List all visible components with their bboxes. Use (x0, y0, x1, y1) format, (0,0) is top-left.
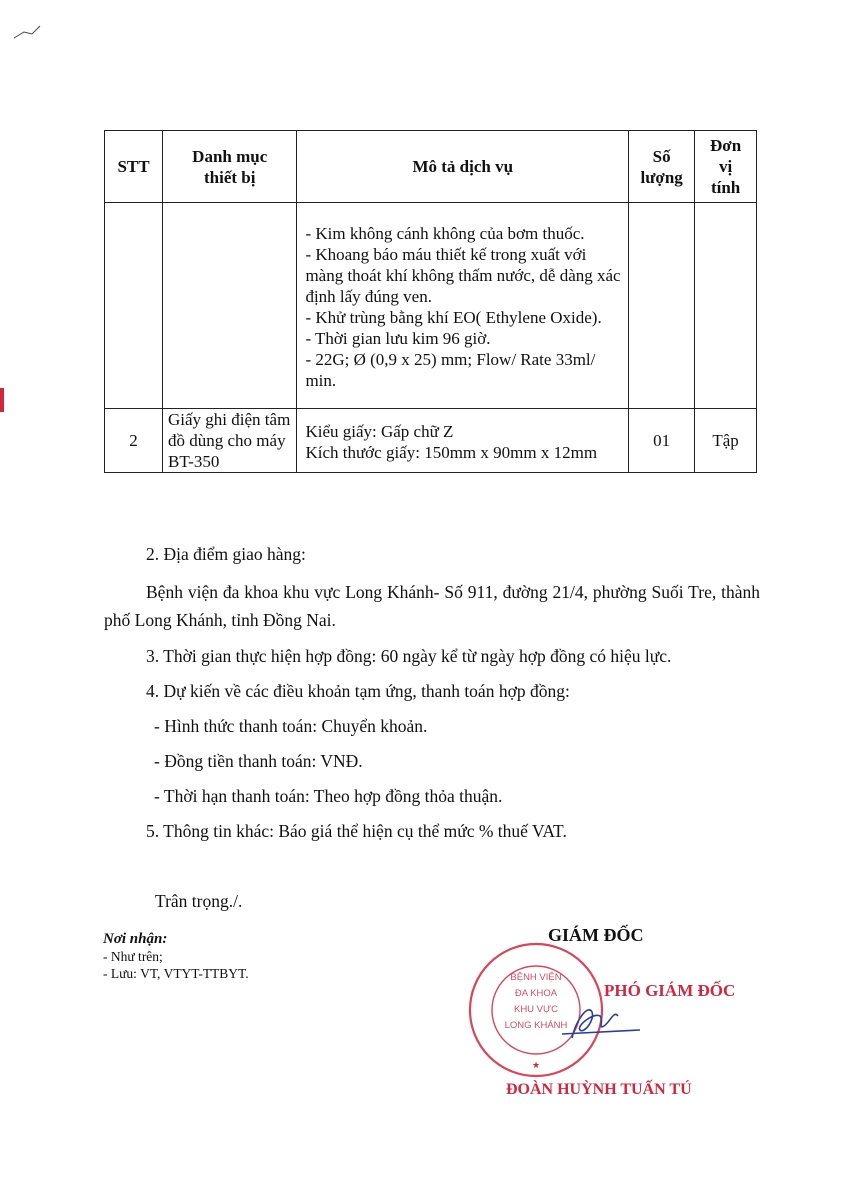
closing-line: Trân trọng./. (155, 891, 243, 911)
header-mo-ta: Mô tả dịch vụ (297, 131, 629, 203)
cell-description (297, 409, 629, 473)
header-don-vi: Đơn vị tính (695, 131, 757, 203)
header-danh-muc: Danh mục thiết bị (163, 131, 297, 203)
delivery-address: Bệnh viện đa khoa khu vực Long Khánh- Số 911, đường 21/4, phường Suối Tre, thành phố Long Khánh, tỉnh Đồng Nai. (104, 582, 760, 630)
cell-unit (695, 203, 757, 409)
desc-line: - Kim không cánh không của bơm thuốc. (305, 224, 585, 243)
table-row (105, 409, 757, 473)
header-stt: STT (105, 131, 163, 203)
section-payment-terms: 4. Dự kiến về các điều khoản tạm ứng, thanh toán hợp đồng: (146, 681, 570, 701)
desc-line: Kiểu giấy: Gấp chữ Z (305, 422, 454, 441)
desc-line: - 22G; Ø (0,9 x 25) mm; Flow/ Rate 33ml/ min. (305, 350, 596, 390)
cell-description (297, 203, 629, 409)
payment-deadline: - Thời hạn thanh toán: Theo hợp đồng thỏa thuận. (154, 786, 503, 806)
svg-text:★: ★ (532, 1061, 541, 1071)
stamp-lettering: BỆNH VIỆN ĐA KHOA KHU VỰC LONG KHÁNH (504, 972, 568, 1031)
cell-name: Giấy ghi điện tâm đồ dùng cho máy BT-350 (163, 409, 297, 473)
section-contract-time: 3. Thời gian thực hiện hợp đồng: 60 ngày kể từ ngày hợp đồng có hiệu lực. (146, 646, 672, 666)
header-so-luong: Số lượng (629, 131, 695, 203)
signer-name: ĐOÀN HUỲNH TUẤN TÚ (506, 1081, 692, 1098)
cell-stt (105, 203, 163, 409)
recipients-title: Nơi nhận: (103, 931, 168, 947)
recipient-line: - Như trên; (103, 949, 163, 964)
recipient-line: - Lưu: VT, VTYT-TTBYT. (103, 966, 249, 981)
section-other-info: 5. Thông tin khác: Báo giá thể hiện cụ thể mức % thuế VAT. (146, 821, 567, 841)
scan-edge-mark (0, 388, 4, 412)
desc-line: - Thời gian lưu kim 96 giờ. (305, 329, 491, 348)
cell-stt: 2 (105, 409, 163, 473)
signer-position: GIÁM ĐỐC (548, 925, 644, 945)
cell-qty: 01 (629, 409, 695, 473)
cell-unit: Tập (695, 409, 757, 473)
deputy-title: PHÓ GIÁM ĐỐC (604, 981, 736, 1000)
payment-currency: - Đồng tiền thanh toán: VNĐ. (154, 751, 363, 771)
table-header-row (105, 131, 757, 203)
section-delivery-heading: 2. Địa điểm giao hàng: (146, 544, 306, 564)
equipment-table (104, 130, 757, 473)
cell-name (163, 203, 297, 409)
table-row (105, 203, 757, 409)
desc-line: - Khử trùng bằng khí EO( Ethylene Oxide). (305, 308, 602, 327)
recipients-block (103, 931, 249, 982)
scan-artifact-mark (10, 14, 50, 44)
desc-line: Kích thước giấy: 150mm x 90mm x 12mm (305, 443, 598, 462)
payment-method: - Hình thức thanh toán: Chuyển khoản. (154, 716, 428, 736)
desc-line: - Khoang báo máu thiết kế trong xuất với màng thoát khí không thấm nước, dễ dàng xác định lấy đúng ven. (305, 245, 621, 306)
cell-qty (629, 203, 695, 409)
